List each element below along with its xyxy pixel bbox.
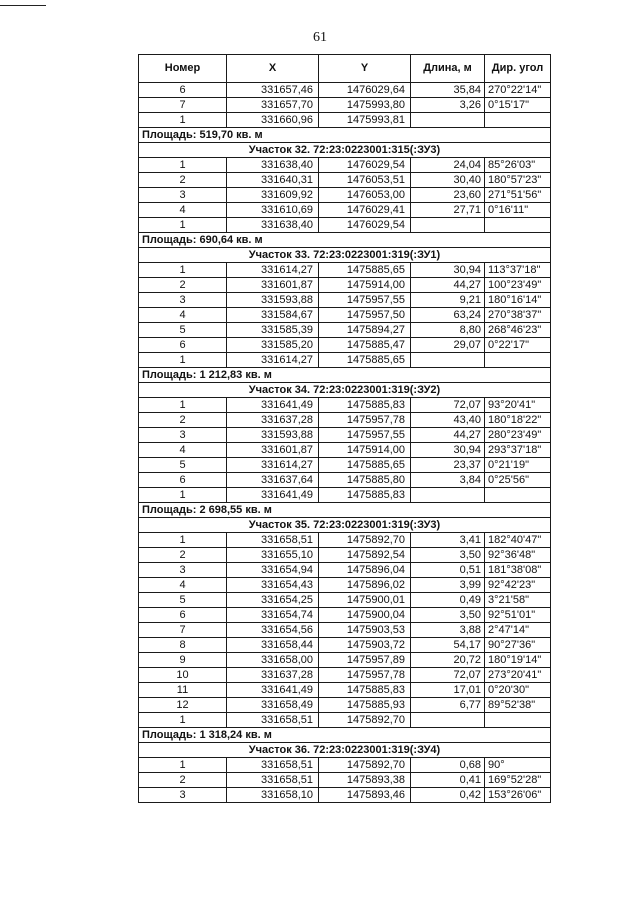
length-cell xyxy=(411,353,485,368)
point-number-cell: 3 xyxy=(139,788,227,803)
point-number-cell: 2 xyxy=(139,548,227,563)
angle-cell: 182°40'47" xyxy=(485,533,551,548)
length-cell: 44,27 xyxy=(411,428,485,443)
x-coordinate-cell: 331614,27 xyxy=(227,263,319,278)
point-number-cell: 6 xyxy=(139,473,227,488)
header-length: Длина, м xyxy=(411,55,485,83)
angle-cell: 92°36'48" xyxy=(485,548,551,563)
point-number-cell: 4 xyxy=(139,308,227,323)
point-number-cell: 4 xyxy=(139,443,227,458)
angle-cell: 180°18'22" xyxy=(485,413,551,428)
y-coordinate-cell: 1475993,81 xyxy=(319,113,411,128)
table-row xyxy=(139,458,551,473)
angle-cell: 273°20'41" xyxy=(485,668,551,683)
table-row xyxy=(139,608,551,623)
angle-cell: 270°22'14" xyxy=(485,83,551,98)
point-number-cell: 6 xyxy=(139,608,227,623)
point-number-cell: 7 xyxy=(139,623,227,638)
x-coordinate-cell: 331614,27 xyxy=(227,353,319,368)
x-coordinate-cell: 331654,74 xyxy=(227,608,319,623)
table-row xyxy=(139,683,551,698)
x-coordinate-cell: 331593,88 xyxy=(227,428,319,443)
table-row xyxy=(139,443,551,458)
angle-cell xyxy=(485,113,551,128)
angle-cell xyxy=(485,713,551,728)
table-row xyxy=(139,308,551,323)
x-coordinate-cell: 331610,69 xyxy=(227,203,319,218)
point-number-cell: 1 xyxy=(139,263,227,278)
table-row xyxy=(139,758,551,773)
area-row xyxy=(139,233,551,248)
angle-cell: 113°37'18" xyxy=(485,263,551,278)
angle-cell: 180°19'14" xyxy=(485,653,551,668)
length-cell: 35,84 xyxy=(411,83,485,98)
table-row xyxy=(139,263,551,278)
y-coordinate-cell: 1475993,80 xyxy=(319,98,411,113)
table-row xyxy=(139,83,551,98)
x-coordinate-cell: 331614,27 xyxy=(227,458,319,473)
table-row xyxy=(139,533,551,548)
x-coordinate-cell: 331658,51 xyxy=(227,533,319,548)
length-cell: 72,07 xyxy=(411,398,485,413)
angle-cell xyxy=(485,353,551,368)
point-number-cell: 6 xyxy=(139,338,227,353)
x-coordinate-cell: 331593,88 xyxy=(227,293,319,308)
angle-cell: 268°46'23" xyxy=(485,323,551,338)
length-cell: 3,41 xyxy=(411,533,485,548)
x-coordinate-cell: 331657,70 xyxy=(227,98,319,113)
angle-cell: 92°51'01" xyxy=(485,608,551,623)
point-number-cell: 2 xyxy=(139,413,227,428)
top-rule xyxy=(0,5,46,6)
length-cell: 0,68 xyxy=(411,758,485,773)
length-cell xyxy=(411,488,485,503)
plot-heading-row xyxy=(139,518,551,533)
point-number-cell: 3 xyxy=(139,188,227,203)
point-number-cell: 3 xyxy=(139,293,227,308)
area-text: Площадь: 1 318,24 кв. м xyxy=(139,728,551,743)
area-row xyxy=(139,503,551,518)
point-number-cell: 3 xyxy=(139,563,227,578)
area-text: Площадь: 2 698,55 кв. м xyxy=(139,503,551,518)
y-coordinate-cell: 1475885,80 xyxy=(319,473,411,488)
angle-cell: 169°52'28" xyxy=(485,773,551,788)
length-cell: 3,99 xyxy=(411,578,485,593)
y-coordinate-cell: 1475885,83 xyxy=(319,683,411,698)
point-number-cell: 4 xyxy=(139,578,227,593)
length-cell xyxy=(411,713,485,728)
angle-cell: 0°20'30" xyxy=(485,683,551,698)
length-cell: 54,17 xyxy=(411,638,485,653)
point-number-cell: 1 xyxy=(139,218,227,233)
y-coordinate-cell: 1476029,54 xyxy=(319,158,411,173)
point-number-cell: 1 xyxy=(139,158,227,173)
table-row xyxy=(139,563,551,578)
x-coordinate-cell: 331654,43 xyxy=(227,578,319,593)
angle-cell: 89°52'38" xyxy=(485,698,551,713)
header-number: Номер xyxy=(139,55,227,83)
length-cell: 17,01 xyxy=(411,683,485,698)
y-coordinate-cell: 1475957,78 xyxy=(319,668,411,683)
table-row xyxy=(139,653,551,668)
length-cell: 24,04 xyxy=(411,158,485,173)
length-cell: 3,26 xyxy=(411,98,485,113)
point-number-cell: 2 xyxy=(139,173,227,188)
length-cell: 3,50 xyxy=(411,608,485,623)
table-row xyxy=(139,98,551,113)
x-coordinate-cell: 331654,25 xyxy=(227,593,319,608)
point-number-cell: 1 xyxy=(139,713,227,728)
table-row xyxy=(139,218,551,233)
table-row xyxy=(139,173,551,188)
x-coordinate-cell: 331658,00 xyxy=(227,653,319,668)
coordinates-table xyxy=(138,54,551,803)
length-cell: 23,37 xyxy=(411,458,485,473)
x-coordinate-cell: 331637,28 xyxy=(227,668,319,683)
x-coordinate-cell: 331658,10 xyxy=(227,788,319,803)
angle-cell: 100°23'49" xyxy=(485,278,551,293)
y-coordinate-cell: 1475900,04 xyxy=(319,608,411,623)
y-coordinate-cell: 1475957,78 xyxy=(319,413,411,428)
angle-cell: 0°21'19" xyxy=(485,458,551,473)
point-number-cell: 12 xyxy=(139,698,227,713)
angle-cell: 93°20'41" xyxy=(485,398,551,413)
y-coordinate-cell: 1476029,41 xyxy=(319,203,411,218)
length-cell: 44,27 xyxy=(411,278,485,293)
y-coordinate-cell: 1476053,00 xyxy=(319,188,411,203)
x-coordinate-cell: 331641,49 xyxy=(227,683,319,698)
x-coordinate-cell: 331638,40 xyxy=(227,218,319,233)
point-number-cell: 6 xyxy=(139,83,227,98)
angle-cell xyxy=(485,488,551,503)
y-coordinate-cell: 1475957,55 xyxy=(319,293,411,308)
table-body xyxy=(139,83,551,803)
y-coordinate-cell: 1475896,04 xyxy=(319,563,411,578)
x-coordinate-cell: 331658,49 xyxy=(227,698,319,713)
y-coordinate-cell: 1475892,54 xyxy=(319,548,411,563)
plot-heading: Участок 35. 72:23:0223001:319(:ЗУ3) xyxy=(139,518,551,533)
point-number-cell: 2 xyxy=(139,773,227,788)
table-row xyxy=(139,338,551,353)
table-row xyxy=(139,713,551,728)
point-number-cell: 1 xyxy=(139,353,227,368)
angle-cell: 271°51'56" xyxy=(485,188,551,203)
x-coordinate-cell: 331641,49 xyxy=(227,398,319,413)
area-row xyxy=(139,128,551,143)
table-row xyxy=(139,203,551,218)
y-coordinate-cell: 1476053,51 xyxy=(319,173,411,188)
x-coordinate-cell: 331584,67 xyxy=(227,308,319,323)
point-number-cell: 10 xyxy=(139,668,227,683)
angle-cell: 90° xyxy=(485,758,551,773)
y-coordinate-cell: 1475892,70 xyxy=(319,533,411,548)
x-coordinate-cell: 331658,51 xyxy=(227,713,319,728)
point-number-cell: 5 xyxy=(139,323,227,338)
angle-cell: 2°47'14" xyxy=(485,623,551,638)
x-coordinate-cell: 331660,96 xyxy=(227,113,319,128)
point-number-cell: 8 xyxy=(139,638,227,653)
table-row xyxy=(139,398,551,413)
point-number-cell: 3 xyxy=(139,428,227,443)
angle-cell: 0°15'17" xyxy=(485,98,551,113)
y-coordinate-cell: 1475885,65 xyxy=(319,458,411,473)
x-coordinate-cell: 331640,31 xyxy=(227,173,319,188)
plot-heading: Участок 33. 72:23:0223001:319(:ЗУ1) xyxy=(139,248,551,263)
plot-heading: Участок 34. 72:23:0223001:319(:ЗУ2) xyxy=(139,383,551,398)
area-row xyxy=(139,728,551,743)
table-row xyxy=(139,278,551,293)
angle-cell: 92°42'23" xyxy=(485,578,551,593)
point-number-cell: 2 xyxy=(139,278,227,293)
table-row xyxy=(139,113,551,128)
x-coordinate-cell: 331658,51 xyxy=(227,773,319,788)
table-row xyxy=(139,578,551,593)
table-row xyxy=(139,698,551,713)
length-cell: 20,72 xyxy=(411,653,485,668)
length-cell: 0,51 xyxy=(411,563,485,578)
point-number-cell: 7 xyxy=(139,98,227,113)
table-row xyxy=(139,413,551,428)
y-coordinate-cell: 1475957,55 xyxy=(319,428,411,443)
table-row xyxy=(139,188,551,203)
y-coordinate-cell: 1475885,83 xyxy=(319,398,411,413)
length-cell: 27,71 xyxy=(411,203,485,218)
table-row xyxy=(139,473,551,488)
table-row xyxy=(139,668,551,683)
header-angle: Дир. угол xyxy=(485,55,551,83)
length-cell xyxy=(411,113,485,128)
header-y: Y xyxy=(319,55,411,83)
angle-cell: 0°22'17" xyxy=(485,338,551,353)
angle-cell xyxy=(485,218,551,233)
area-row xyxy=(139,368,551,383)
x-coordinate-cell: 331585,39 xyxy=(227,323,319,338)
x-coordinate-cell: 331585,20 xyxy=(227,338,319,353)
table-row xyxy=(139,488,551,503)
x-coordinate-cell: 331654,94 xyxy=(227,563,319,578)
length-cell: 23,60 xyxy=(411,188,485,203)
area-text: Площадь: 519,70 кв. м xyxy=(139,128,551,143)
point-number-cell: 1 xyxy=(139,758,227,773)
x-coordinate-cell: 331601,87 xyxy=(227,443,319,458)
point-number-cell: 4 xyxy=(139,203,227,218)
x-coordinate-cell: 331655,10 xyxy=(227,548,319,563)
y-coordinate-cell: 1475957,50 xyxy=(319,308,411,323)
plot-heading-row xyxy=(139,143,551,158)
table-row xyxy=(139,623,551,638)
y-coordinate-cell: 1475892,70 xyxy=(319,713,411,728)
header-x: X xyxy=(227,55,319,83)
length-cell: 3,84 xyxy=(411,473,485,488)
length-cell: 63,24 xyxy=(411,308,485,323)
table-row xyxy=(139,593,551,608)
x-coordinate-cell: 331654,56 xyxy=(227,623,319,638)
point-number-cell: 11 xyxy=(139,683,227,698)
point-number-cell: 5 xyxy=(139,593,227,608)
length-cell: 3,88 xyxy=(411,623,485,638)
x-coordinate-cell: 331609,92 xyxy=(227,188,319,203)
x-coordinate-cell: 331657,46 xyxy=(227,83,319,98)
angle-cell: 280°23'49" xyxy=(485,428,551,443)
page-number: 61 xyxy=(313,30,327,45)
point-number-cell: 1 xyxy=(139,488,227,503)
length-cell xyxy=(411,218,485,233)
y-coordinate-cell: 1475885,65 xyxy=(319,353,411,368)
x-coordinate-cell: 331658,51 xyxy=(227,758,319,773)
plot-heading-row xyxy=(139,248,551,263)
x-coordinate-cell: 331637,28 xyxy=(227,413,319,428)
point-number-cell: 5 xyxy=(139,458,227,473)
y-coordinate-cell: 1475894,27 xyxy=(319,323,411,338)
y-coordinate-cell: 1475885,83 xyxy=(319,488,411,503)
length-cell: 43,40 xyxy=(411,413,485,428)
x-coordinate-cell: 331637,64 xyxy=(227,473,319,488)
angle-cell: 180°57'23" xyxy=(485,173,551,188)
x-coordinate-cell: 331641,49 xyxy=(227,488,319,503)
y-coordinate-cell: 1475893,46 xyxy=(319,788,411,803)
angle-cell: 293°37'18" xyxy=(485,443,551,458)
y-coordinate-cell: 1475892,70 xyxy=(319,758,411,773)
y-coordinate-cell: 1475885,65 xyxy=(319,263,411,278)
length-cell: 8,80 xyxy=(411,323,485,338)
length-cell: 30,94 xyxy=(411,443,485,458)
y-coordinate-cell: 1475957,89 xyxy=(319,653,411,668)
length-cell: 29,07 xyxy=(411,338,485,353)
length-cell: 6,77 xyxy=(411,698,485,713)
y-coordinate-cell: 1475903,72 xyxy=(319,638,411,653)
coordinates-table-wrapper xyxy=(138,54,550,803)
angle-cell: 0°16'11" xyxy=(485,203,551,218)
y-coordinate-cell: 1475914,00 xyxy=(319,278,411,293)
x-coordinate-cell: 331638,40 xyxy=(227,158,319,173)
table-row xyxy=(139,638,551,653)
header-row xyxy=(139,55,551,83)
y-coordinate-cell: 1476029,64 xyxy=(319,83,411,98)
angle-cell: 180°16'14" xyxy=(485,293,551,308)
plot-heading: Участок 32. 72:23:0223001:315(:ЗУ3) xyxy=(139,143,551,158)
angle-cell: 3°21'58" xyxy=(485,593,551,608)
angle-cell: 181°38'08" xyxy=(485,563,551,578)
angle-cell: 85°26'03" xyxy=(485,158,551,173)
y-coordinate-cell: 1475885,47 xyxy=(319,338,411,353)
table-row xyxy=(139,428,551,443)
angle-cell: 0°25'56" xyxy=(485,473,551,488)
length-cell: 30,40 xyxy=(411,173,485,188)
table-row xyxy=(139,293,551,308)
table-row xyxy=(139,323,551,338)
point-number-cell: 1 xyxy=(139,533,227,548)
angle-cell: 270°38'37" xyxy=(485,308,551,323)
y-coordinate-cell: 1475900,01 xyxy=(319,593,411,608)
point-number-cell: 1 xyxy=(139,398,227,413)
point-number-cell: 1 xyxy=(139,113,227,128)
length-cell: 3,50 xyxy=(411,548,485,563)
y-coordinate-cell: 1476029,54 xyxy=(319,218,411,233)
length-cell: 30,94 xyxy=(411,263,485,278)
table-row xyxy=(139,548,551,563)
table-row xyxy=(139,788,551,803)
angle-cell: 153°26'06" xyxy=(485,788,551,803)
length-cell: 72,07 xyxy=(411,668,485,683)
area-text: Площадь: 690,64 кв. м xyxy=(139,233,551,248)
plot-heading-row xyxy=(139,743,551,758)
x-coordinate-cell: 331658,44 xyxy=(227,638,319,653)
angle-cell: 90°27'36" xyxy=(485,638,551,653)
y-coordinate-cell: 1475903,53 xyxy=(319,623,411,638)
length-cell: 9,21 xyxy=(411,293,485,308)
y-coordinate-cell: 1475885,93 xyxy=(319,698,411,713)
x-coordinate-cell: 331601,87 xyxy=(227,278,319,293)
table-row xyxy=(139,158,551,173)
point-number-cell: 9 xyxy=(139,653,227,668)
y-coordinate-cell: 1475893,38 xyxy=(319,773,411,788)
length-cell: 0,41 xyxy=(411,773,485,788)
table-row xyxy=(139,773,551,788)
length-cell: 0,49 xyxy=(411,593,485,608)
plot-heading: Участок 36. 72:23:0223001:319(:ЗУ4) xyxy=(139,743,551,758)
area-text: Площадь: 1 212,83 кв. м xyxy=(139,368,551,383)
y-coordinate-cell: 1475896,02 xyxy=(319,578,411,593)
y-coordinate-cell: 1475914,00 xyxy=(319,443,411,458)
length-cell: 0,42 xyxy=(411,788,485,803)
plot-heading-row xyxy=(139,383,551,398)
table-row xyxy=(139,353,551,368)
